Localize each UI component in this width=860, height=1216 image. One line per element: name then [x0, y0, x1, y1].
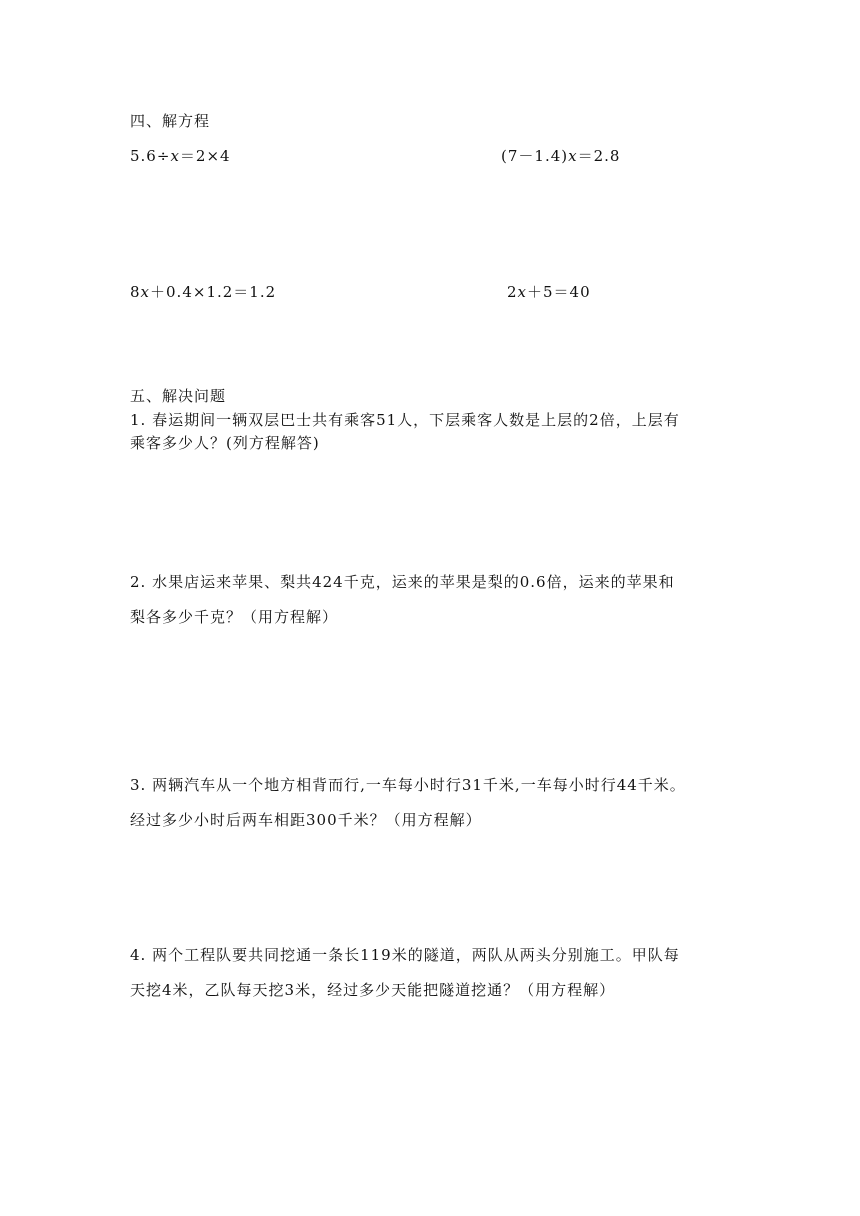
equation-3 — [130, 282, 276, 302]
equation-4-post: ＋5＝40 — [527, 283, 591, 301]
problem-3-line-2: 经过多少小时后两车相距300千米？（用方程解） — [130, 811, 482, 829]
equation-3-pre: 8 — [130, 283, 141, 301]
equation-2-post: ＝2.8 — [577, 147, 621, 165]
equation-2-pre: (7－1.4) — [501, 147, 569, 165]
equation-3-post: ＋0.4×1.2＝1.2 — [150, 283, 277, 301]
problem-3-line-1: 3. 两辆汽车从一个地方相背而行,一车每小时行31千米,一车每小时行44千米。 — [130, 776, 686, 794]
problem-4-line-1: 4. 两个工程队要共同挖通一条长119米的隧道，两队从两头分别施工。甲队每 — [130, 946, 680, 964]
equation-2 — [501, 146, 620, 166]
problem-4-line-2: 天挖4米，乙队每天挖3米，经过多少天能把隧道挖通？（用方程解） — [130, 981, 616, 999]
problem-1-line-1: 1. 春运期间一辆双层巴士共有乘客51人，下层乘客人数是上层的2倍，上层有 — [130, 411, 680, 429]
equation-1-pre: 5.6÷ — [130, 147, 171, 165]
problem-2-line-1: 2. 水果店运来苹果、梨共424千克，运来的苹果是梨的0.6倍，运来的苹果和 — [130, 573, 675, 591]
section-5-heading: 五、解决问题 — [130, 387, 227, 405]
equation-1-variable: x — [170, 147, 180, 165]
equation-4 — [507, 282, 591, 302]
equation-3-variable: x — [140, 283, 151, 301]
equation-4-pre: 2 — [507, 283, 518, 301]
problem-2-line-2: 梨各多少千克？（用方程解） — [130, 608, 339, 626]
section-4-heading: 四、解方程 — [130, 112, 211, 130]
equation-2-variable: x — [568, 147, 578, 165]
equation-1-post: ＝2×4 — [179, 147, 231, 165]
equation-4-variable: x — [517, 283, 528, 301]
equation-1 — [130, 146, 231, 166]
problem-1-line-2: 乘客多少人？(列方程解答) — [130, 434, 320, 452]
